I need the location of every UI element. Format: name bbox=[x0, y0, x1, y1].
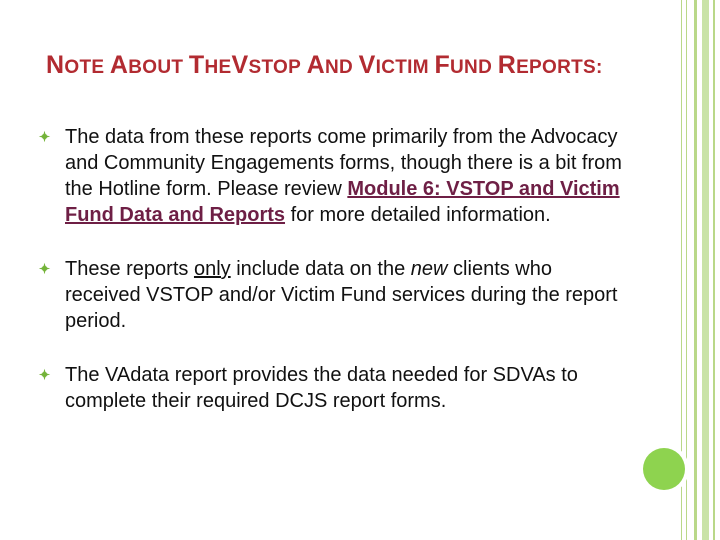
title-word: AND bbox=[306, 50, 354, 79]
bullet-list bbox=[34, 124, 624, 414]
rail-line bbox=[713, 0, 715, 540]
bullet-text: clients who received VSTOP and/or Victim Fund services during the report period. bbox=[65, 258, 618, 332]
title-word: VICTIM bbox=[358, 50, 429, 79]
title-word: REPORTS: bbox=[497, 50, 603, 79]
title-word: FUND bbox=[434, 50, 493, 79]
bullet-item bbox=[34, 362, 624, 414]
title-word: NOTE bbox=[46, 50, 105, 79]
bullet-text: for more detailed information. bbox=[285, 204, 551, 226]
bullet-text: These reports bbox=[65, 258, 194, 280]
bullet-text: include data on the bbox=[230, 258, 411, 280]
rail-line bbox=[694, 0, 697, 540]
rail-line bbox=[686, 0, 687, 540]
title-word: THE bbox=[188, 50, 232, 79]
bullet-text: The VAdata report provides the data needed for SDVAs to complete their required DCJS report forms. bbox=[65, 364, 578, 412]
ornament-bullet-icon bbox=[38, 130, 51, 143]
title-word: VSTOP bbox=[231, 50, 302, 79]
module-6-link[interactable]: Module 6: VSTOP and Victim Fund Data and Reports bbox=[65, 178, 620, 226]
emphasis-underline: only bbox=[193, 258, 231, 280]
bullet-item bbox=[34, 256, 624, 334]
title-word: ABOUT bbox=[109, 50, 184, 79]
rail-line bbox=[702, 0, 709, 540]
slide-title bbox=[46, 47, 606, 86]
bullet-item bbox=[34, 124, 624, 228]
decorative-circle bbox=[643, 448, 685, 490]
ornament-bullet-icon bbox=[38, 368, 51, 381]
ornament-bullet-icon bbox=[38, 262, 51, 275]
bullet-text: The data from these reports come primarily from the Advocacy and Community Engagements forms, though there is a bit from the Hotline form. Please review bbox=[65, 126, 622, 200]
emphasis-italic: new bbox=[410, 258, 448, 280]
